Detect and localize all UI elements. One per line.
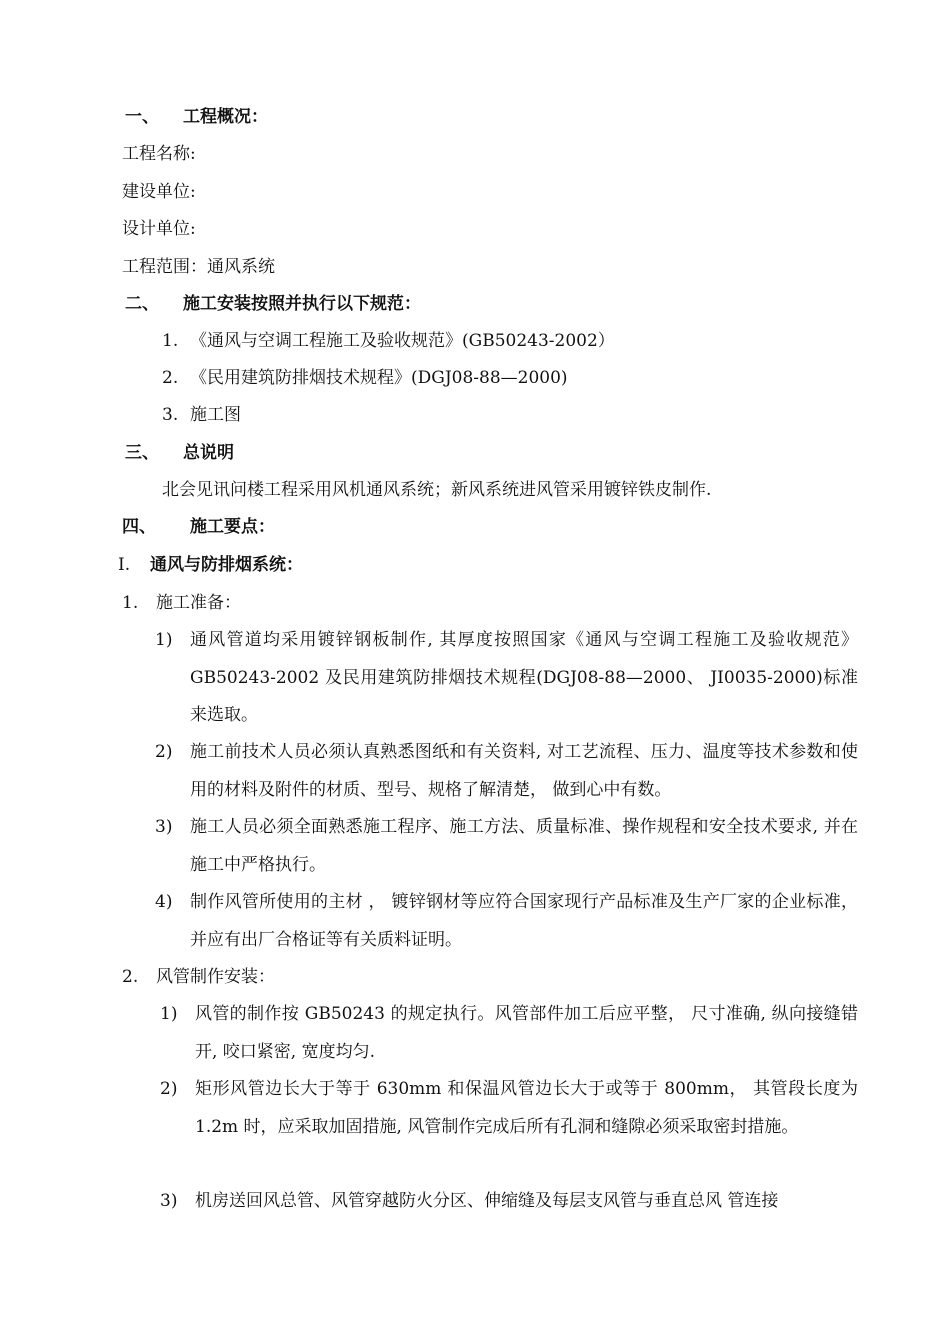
- section-2-title: 施工安装按照并执行以下规范：: [183, 294, 421, 314]
- duct-item-number: 1): [160, 1004, 178, 1024]
- section-4-heading: [122, 515, 275, 539]
- part-1-title: 施工准备：: [156, 593, 241, 613]
- prep-item-number: 2): [155, 742, 173, 762]
- part-2-number: 2.: [122, 967, 139, 987]
- prep-item: [155, 734, 858, 809]
- prep-item-text: 施工人员必须全面熟悉施工程序、施工方法、质量标准、操作规程和安全技术要求, 并在施工中严格执行。: [190, 817, 858, 875]
- field-label: 建设单位:: [122, 182, 196, 202]
- duct-item: [160, 996, 858, 1071]
- duct-item-text: 风管的制作按 GB50243 的规定执行。风管部件加工后应平整， 尺寸准确, 纵向接缝错开, 咬口紧密, 宽度均匀.: [195, 1004, 858, 1062]
- section-2-heading: [125, 292, 421, 316]
- subsection-title: 通风与防排烟系统：: [150, 555, 303, 575]
- duct-item: [160, 1071, 858, 1146]
- spec-item-number: 3.: [162, 405, 179, 425]
- spec-item-text: 《通风与空调工程施工及验收规范》(GB50243-2002）: [190, 331, 615, 351]
- field-project-scope: [122, 255, 275, 279]
- part-1-heading: [122, 591, 241, 615]
- duct-item-text: 矩形风管边长大于等于 630mm 和保温风管边长大于或等于 800mm， 其管段长度为 1.2m 时，应采取加固措施, 风管制作完成后所有孔洞和缝隙必须采取密封措施。: [195, 1079, 858, 1137]
- duct-item-number: 3): [160, 1191, 178, 1211]
- section-1-number: 一、: [125, 107, 159, 127]
- duct-item-text: 机房送回风总管、风管穿越防火分区、伸缩缝及每层支风管与垂直总风 管连接: [195, 1191, 779, 1211]
- section-3-title: 总说明: [183, 443, 234, 463]
- spec-item: [162, 403, 241, 427]
- section-4-title: 施工要点：: [190, 517, 275, 537]
- prep-item: [155, 809, 858, 884]
- spec-item-text: 施工图: [190, 405, 241, 425]
- section-1-title: 工程概况：: [183, 107, 268, 127]
- section-4-number: 四、: [122, 517, 156, 537]
- general-description: 北会见讯问楼工程采用风机通风系统；新风系统进风管采用镀锌铁皮制作.: [162, 480, 712, 500]
- spec-item: [162, 366, 568, 390]
- part-1-number: 1.: [122, 593, 139, 613]
- field-label: 设计单位:: [122, 219, 196, 239]
- spec-item-number: 2.: [162, 368, 179, 388]
- field-design-unit: [122, 217, 196, 241]
- section-2-number: 二、: [125, 294, 159, 314]
- prep-item: [155, 884, 858, 959]
- subsection-number: I.: [118, 555, 131, 575]
- section-3-heading: [125, 441, 234, 465]
- field-construction-unit: [122, 180, 196, 204]
- prep-item-text: 制作风管所使用的主材 ， 镀锌钢材等应符合国家现行产品标准及生产厂家的企业标准，并应有出厂合格证等有关质料证明。: [190, 892, 858, 950]
- prep-item-text: 通风管道均采用镀锌钢板制作, 其厚度按照国家《通风与空调工程施工及验收规范》GB50243-2002 及民用建筑防排烟技术规程(DGJ08-88—2000、 JI0035-2000)标准来选取。: [190, 630, 858, 725]
- subsection-heading: [118, 553, 303, 577]
- section-1-heading: [125, 105, 268, 129]
- spec-item: [162, 329, 615, 353]
- part-2-title: 风管制作安装：: [156, 967, 275, 987]
- field-value: 通风系统: [207, 257, 275, 277]
- prep-item-number: 1): [155, 630, 173, 650]
- duct-item: [160, 1183, 858, 1221]
- spec-item-number: 1.: [162, 331, 179, 351]
- field-label: 工程名称:: [122, 144, 196, 164]
- field-label: 工程范围：: [122, 257, 207, 277]
- field-project-name: [122, 142, 196, 166]
- spec-item-text: 《民用建筑防排烟技术规程》(DGJ08-88—2000): [190, 368, 568, 388]
- duct-item-number: 2): [160, 1079, 178, 1099]
- prep-item-number: 4): [155, 892, 173, 912]
- prep-item: [155, 622, 858, 735]
- part-2-heading: [122, 965, 275, 989]
- prep-item-text: 施工前技术人员必须认真熟悉图纸和有关资料, 对工艺流程、压力、温度等技术参数和使用的材料及附件的材质、型号、规格了解清楚， 做到心中有数。: [190, 742, 858, 800]
- prep-item-number: 3): [155, 817, 173, 837]
- section-3-number: 三、: [125, 443, 159, 463]
